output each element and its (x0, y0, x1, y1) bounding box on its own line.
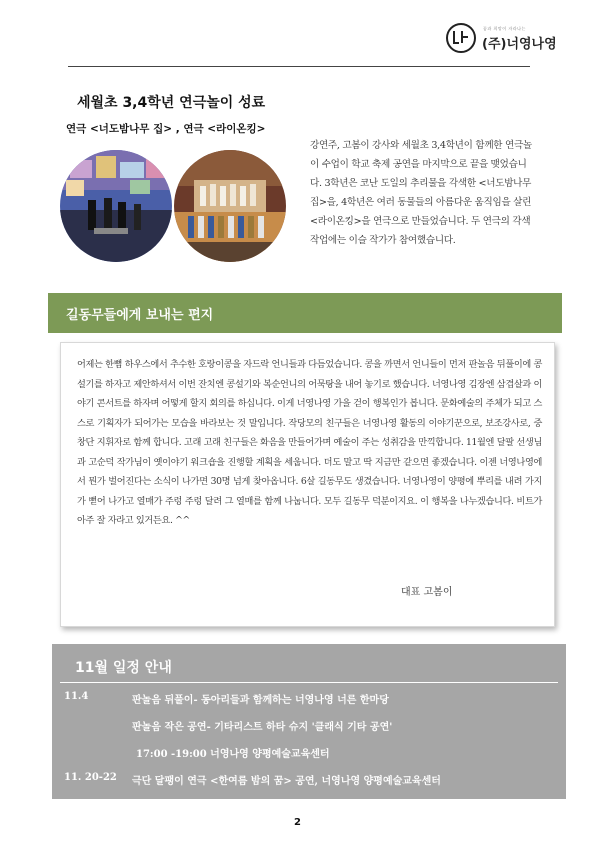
schedule-text: 판놀음 뒤풀이- 동아리들과 함께하는 너영나영 너른 한마당 (132, 695, 389, 706)
letter-body: 어제는 한뼘 하우스에서 추수한 호랑이콩을 자드락 언니들과 다듬었습니다. 콩을 까면서 언니들이 먼저 판놀음 뒤풀이에 콩설기를 하자고 제안하셔서 이번 잔치엔 콩설기와 복순언니의 어묵탕을 내어 놓기로 했습니다. 너영나영 김장엔 삼겹살과 이야기 콘서트를 하자며 어떻게 할지 회의를 하십니다. 이게 너영나영 가을 걷이 행복인가 봅니다. 문화예술의 주체가 되고 스스로 기획자가 되어가는 모습을 바라보는 것 말입니다. 작당모의 친구들은 너영나영 활동의 이야기꾼으로, 보조강사로, 중창단 지휘자로 함께 합니다. 고래 고래 친구들은 화음을 만들어가며 예술이 주는 성취감을 만끽합니다. 11월엔 달팔 선생님과 고순덕 작가님이 옛이야기 워크숍을 진행할 계획을 세웁니다. 더도 말고 딱 지금만 같으면 좋겠습니다. 이젠 너영나영에서 뭔가 벌어진다는 소식이 나가면 30명 넘게 찾아옵니다. 6살 길동무도 생겼습니다. 너영나영이 양평에 뿌리를 내려 가지가 뻗어 나가고 열매가 주렁 주렁 달려 그 열매를 함께 나눕니다. 모두 길동무 덕분이지요. 이 행복을 나누겠습니다. 비트가 아주 잘 자라고 있거든요. ^^ (77, 359, 542, 526)
letter-banner (48, 293, 562, 333)
header-divider (68, 66, 530, 67)
logo-tagline: 꿈과 희망이 자라나는 (483, 26, 526, 31)
schedule-text: 판놀음 작은 공연- 기타리스트 하타 슈지 '클래식 기타 공연' (132, 722, 393, 733)
schedule-title: 11월 일정 안내 (75, 660, 172, 676)
schedule-text: 극단 달팽이 연극 <한여름 밤의 꿈> 공연, 너영나영 양평예술교육센터 (132, 776, 441, 787)
schedule-date: 11. 20-22 (64, 772, 117, 783)
schedule-divider (60, 682, 558, 683)
logo-name: (주)너영나영 (482, 37, 557, 52)
schedule-text: 17:00 -19:00 너영나영 양평예술교육센터 (136, 749, 330, 760)
section-subtitle: 연극 <너도밤나무 집> , 연극 <라이온킹> (66, 123, 266, 135)
schedule-date: 11.4 (64, 691, 89, 702)
play-photo-2 (174, 150, 286, 262)
section-paragraph: 강연주, 고봄이 강사와 세월초 3,4학년이 함께한 연극놀이 수업이 학교 축제 공연을 마지막으로 끝을 맺었습니다. 3학년은 코난 도일의 추리물을 각색한 <너도밤나무 집>을, 4학년은 여러 동물들의 아름다운 움직임을 살린 <라이온킹>을 연극으로 만들었습니다. 두 연극의 각색 작업에는 이슬 작가가 참여했습니다. (310, 140, 532, 246)
schedule-box (52, 644, 566, 799)
company-logo (445, 20, 563, 58)
section-title: 세월초 3,4학년 연극놀이 성료 (77, 95, 266, 111)
logo-icon (445, 22, 477, 54)
play-photo-1 (60, 150, 172, 262)
page-number: 2 (294, 817, 301, 828)
letter-signature: 대표 고봄이 (401, 587, 453, 598)
banner-title: 길동무들에게 보내는 편지 (66, 308, 214, 323)
letter-box (60, 342, 555, 627)
